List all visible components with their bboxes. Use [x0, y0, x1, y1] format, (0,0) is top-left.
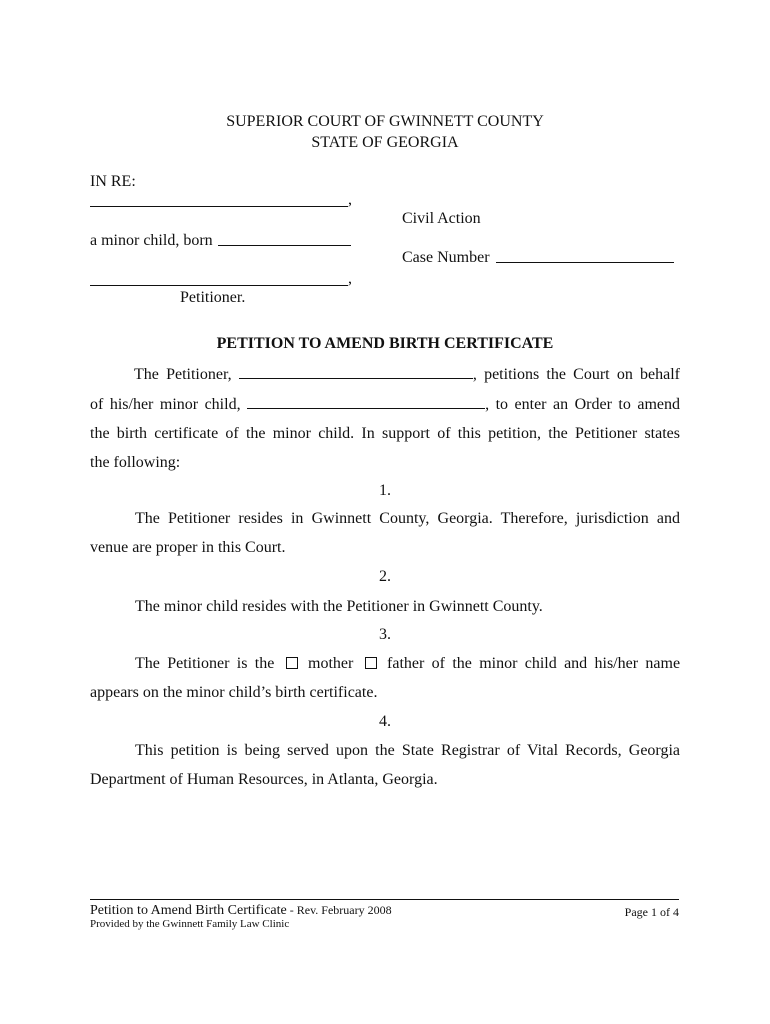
- in-re-label: IN RE:: [90, 173, 136, 190]
- footer-revision: - Rev. February 2008: [286, 903, 392, 917]
- case-number-blank[interactable]: [496, 262, 674, 263]
- birth-date-blank[interactable]: [218, 245, 351, 246]
- footer-provided-by: Provided by the Gwinnett Family Law Clinic: [90, 918, 290, 930]
- footer-divider: [90, 899, 679, 900]
- intro-text: of his/her minor child,: [90, 396, 241, 413]
- intro-line-1: [90, 364, 680, 385]
- father-checkbox[interactable]: [365, 657, 377, 669]
- child-name-blank[interactable]: [90, 206, 348, 207]
- minor-child-name-field[interactable]: [247, 394, 485, 409]
- paragraph-number: 1.: [379, 482, 391, 499]
- intro-line-2: [90, 394, 680, 415]
- footer-form-line: [90, 903, 392, 919]
- paragraph-3-line-1: [135, 654, 680, 674]
- mother-checkbox[interactable]: [286, 657, 298, 669]
- petitioner-label: Petitioner.: [180, 289, 246, 306]
- paragraph-4-line-1: This petition is being served upon the State Registrar of Vital Records, Georgia: [135, 742, 680, 759]
- comma: ,: [348, 270, 352, 287]
- intro-text: The Petitioner,: [134, 366, 232, 383]
- state-name: STATE OF GEORGIA: [311, 134, 459, 151]
- paragraph-1-line-2: venue are proper in this Court.: [90, 539, 286, 556]
- paragraph-number: 2.: [379, 568, 391, 585]
- paragraph-number: 3.: [379, 626, 391, 643]
- comma: ,: [348, 191, 352, 208]
- petitioner-name-field[interactable]: [239, 364, 473, 379]
- paragraph-3-line-2: appears on the minor child’s birth certificate.: [90, 684, 378, 701]
- paragraph-2-line-1: The minor child resides with the Petitioner in Gwinnett County.: [135, 598, 543, 615]
- intro-text: , petitions the Court on behalf: [472, 366, 681, 383]
- intro-text: , to enter an Order to amend: [485, 396, 680, 413]
- petition-title: PETITION TO AMEND BIRTH CERTIFICATE: [216, 335, 554, 352]
- page-number: Page 1 of 4: [624, 905, 679, 919]
- paragraph-3-text: The Petitioner is the: [135, 655, 275, 672]
- court-name: SUPERIOR COURT OF GWINNETT COUNTY: [226, 113, 544, 130]
- paragraph-3-text: father of the minor child and his/her name: [387, 655, 681, 672]
- footer-form-name: Petition to Amend Birth Certificate: [90, 903, 287, 918]
- petitioner-name-blank[interactable]: [90, 285, 348, 286]
- case-number-label: Case Number: [402, 249, 490, 266]
- paragraph-number: 4.: [379, 713, 391, 730]
- paragraph-1-line-1: The Petitioner resides in Gwinnett County, Georgia. Therefore, jurisdiction and: [135, 510, 680, 527]
- minor-child-born-label: a minor child, born: [90, 232, 213, 249]
- mother-label: mother: [308, 655, 354, 672]
- paragraph-4-line-2: Department of Human Resources, in Atlanta, Georgia.: [90, 771, 438, 788]
- civil-action-label: Civil Action: [402, 210, 481, 227]
- intro-line-4: the following:: [90, 454, 181, 471]
- intro-line-3: the birth certificate of the minor child. In support of this petition, the Petitioner states: [90, 425, 680, 442]
